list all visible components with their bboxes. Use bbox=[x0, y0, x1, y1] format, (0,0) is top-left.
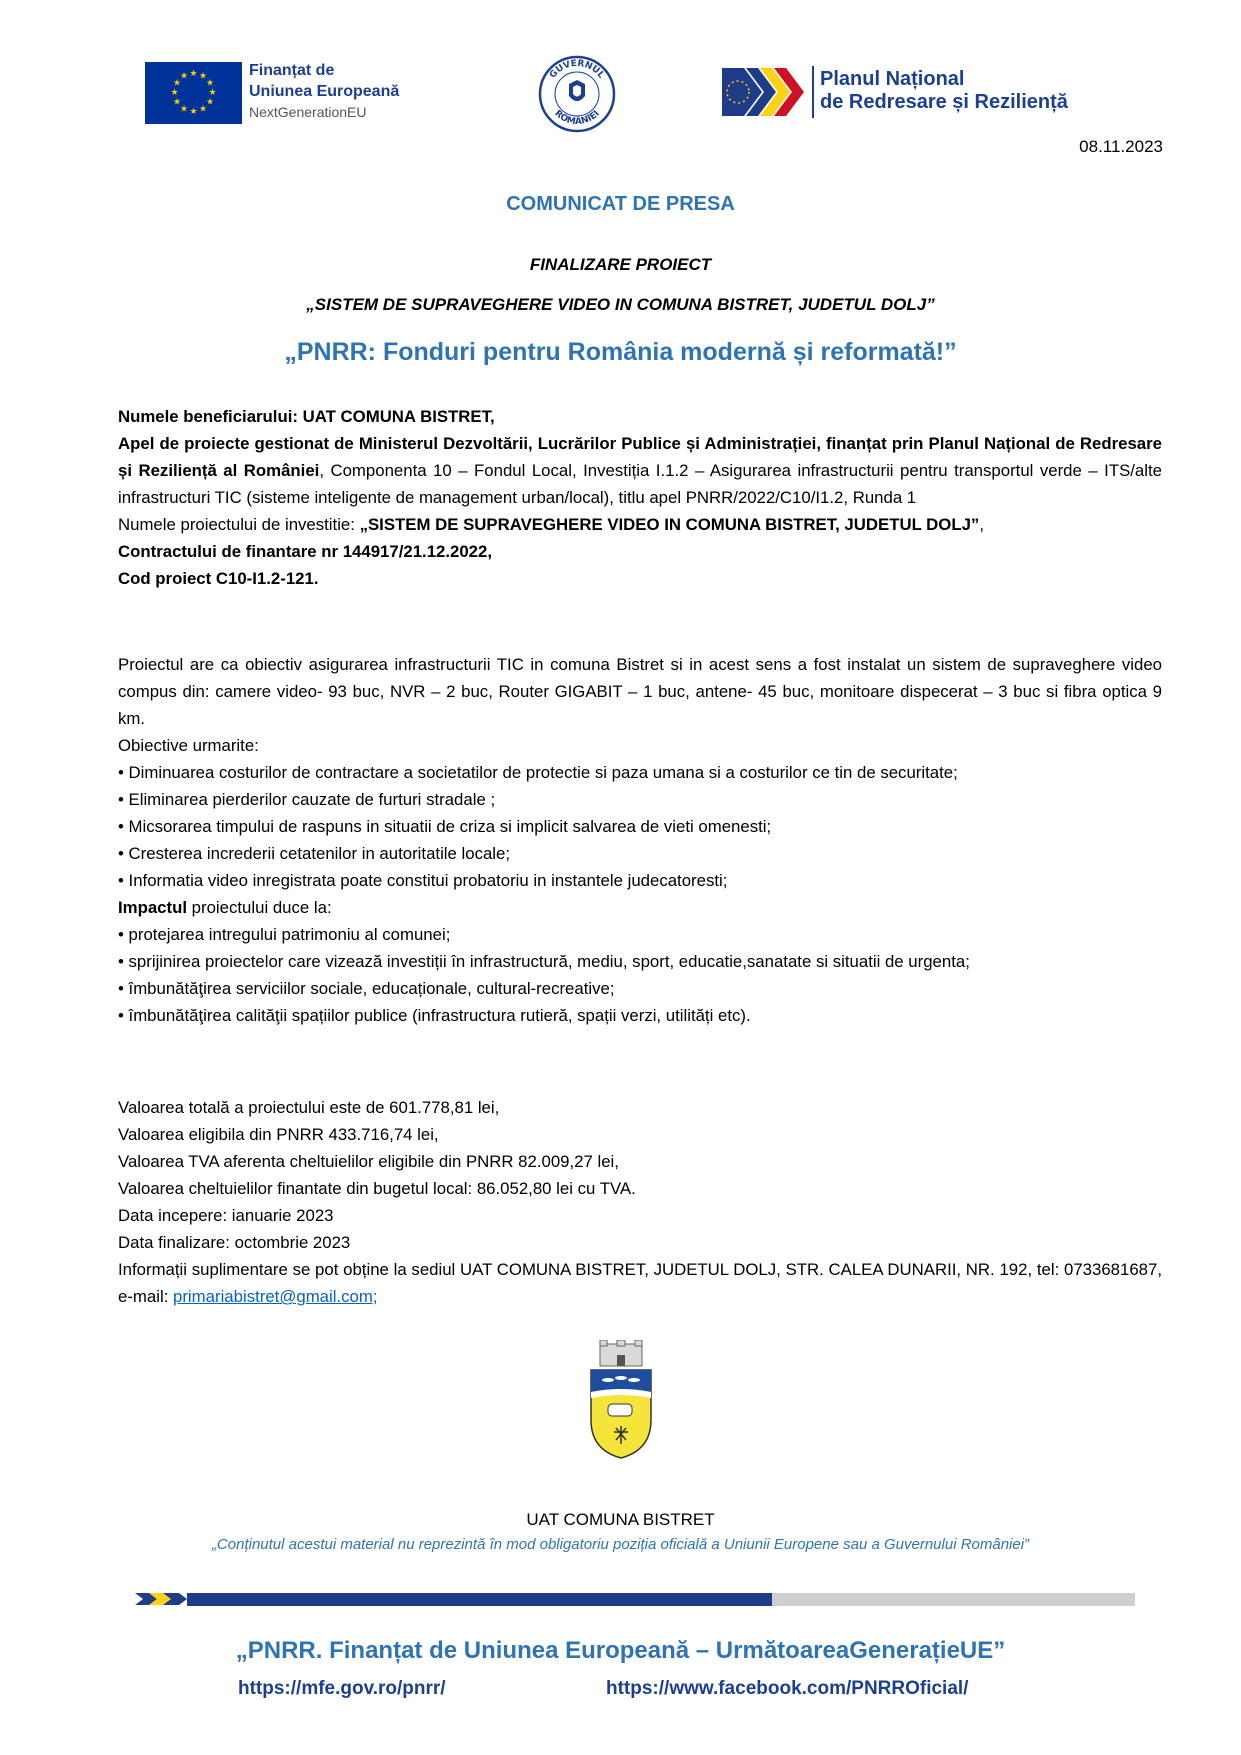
svg-text:★: ★ bbox=[189, 69, 198, 79]
document-date: 08.11.2023 bbox=[1079, 137, 1163, 156]
footer-disclaimer: „Conținutul acestui material nu reprezintă în mod obligatoriu poziția oficială a Uniunii Europene sau a Guvernului României” bbox=[211, 1536, 1030, 1553]
footer-chevron-icon bbox=[135, 1590, 187, 1608]
impact-label-bold: Impactul bbox=[118, 898, 188, 917]
objective-item: • Eliminarea pierderilor cauzate de furturi stradale ; bbox=[118, 790, 496, 809]
facebook-pnrr-link[interactable]: https://www.facebook.com/PNRROficial/ bbox=[606, 1678, 969, 1699]
svg-text:★: ★ bbox=[205, 97, 215, 108]
contact-info: Informații suplimentare se pot obține la sediul UAT COMUNA BISTRET, JUDETUL DOLJ, STR. CALEA DUNARII, NR. 192, tel: 0733681687, e-mail: bbox=[118, 1260, 1162, 1306]
objective-item: • Micsorarea timpului de raspuns in situatii de criza si implicit salvarea de vieti omenesti; bbox=[118, 817, 772, 836]
impact-item: • îmbunătăţirea calităţii spațiilor publice (infrastructura rutieră, spații verzi, utilități etc). bbox=[118, 1006, 751, 1025]
project-name-label: Numele proiectului de investitie: bbox=[118, 515, 360, 534]
svg-text:★: ★ bbox=[205, 78, 215, 89]
pnrr-logo-line1: Planul Național bbox=[820, 68, 965, 90]
svg-text:★: ★ bbox=[172, 78, 182, 89]
svg-text:★: ★ bbox=[179, 104, 189, 115]
beneficiary-line: Numele beneficiarului: UAT COMUNA BISTRET, bbox=[118, 407, 495, 426]
value-line: Valoarea cheltuielilor finantate din bugetul local: 86.052,80 lei cu TVA. bbox=[118, 1179, 636, 1198]
page-title: COMUNICAT DE PRESA bbox=[506, 193, 735, 215]
project-identification bbox=[118, 403, 1162, 592]
value-line: Valoarea TVA aferenta cheltuielilor eligibile din PNRR 82.009,27 lei, bbox=[118, 1152, 619, 1171]
project-name-value: „SISTEM DE SUPRAVEGHERE VIDEO IN COMUNA BISTRET, JUDETUL DOLJ” bbox=[359, 515, 980, 534]
project-name-comma: , bbox=[979, 515, 984, 534]
pnrr-logo bbox=[722, 64, 1142, 124]
svg-text:★: ★ bbox=[198, 71, 208, 82]
eu-logo-line1: Finanțat de bbox=[249, 62, 335, 79]
eu-logo-line3: NextGenerationEU bbox=[249, 104, 367, 120]
eu-flag-icon bbox=[145, 62, 242, 124]
footer-organization: UAT COMUNA BISTRET bbox=[526, 1510, 715, 1529]
objective-item: • Informatia video inregistrata poate constitui probatoriu in instantele judecatoresti; bbox=[118, 871, 728, 890]
project-code: Cod proiect C10-I1.2-121. bbox=[118, 569, 319, 588]
footer-divider-bar bbox=[135, 1590, 1135, 1608]
objective-item: • Cresterea increderii cetatenilor in autoritatile locale; bbox=[118, 844, 511, 863]
project-objectives-section bbox=[118, 651, 1162, 1029]
svg-text:ROMÂNIEI: ROMÂNIEI bbox=[552, 108, 602, 128]
svg-text:★: ★ bbox=[189, 107, 198, 117]
objective-item: • Diminuarea costurilor de contractare a societatilor de protectie si paza umana si a costurilor ce tin de securitate; bbox=[118, 763, 958, 782]
commune-coat-of-arms-icon bbox=[586, 1340, 656, 1460]
svg-text:★: ★ bbox=[179, 71, 189, 82]
impact-item: • protejarea intregului patrimoniu al comunei; bbox=[118, 925, 451, 944]
objectives-label: Obiective urmarite: bbox=[118, 736, 259, 755]
impact-label-rest: proiectului duce la: bbox=[187, 898, 332, 917]
subtitle-finalizare: FINALIZARE PROIECT bbox=[529, 255, 712, 274]
pnrr-slogan: „PNRR: Fonduri pentru România modernă și reformată!” bbox=[284, 338, 957, 366]
call-description-rest: , Componenta 10 – Fondul Local, Investiția I.1.2 – Asigurarea infrastructurii pentru transportul verde – ITS/alte infrastructuri TIC (sisteme inteligente de management urban/local), titlu apel PNRR/2022/C10/I1.2, Runda 1 bbox=[118, 461, 1162, 507]
impact-item: • îmbunătăţirea serviciilor sociale, educaționale, cultural-recreative; bbox=[118, 979, 615, 998]
email-link[interactable]: primariabistret@gmail.com; bbox=[173, 1287, 378, 1306]
footer-slogan: „PNRR. Finanțat de Uniunea Europeană – UrmătoareaGenerațieUE” bbox=[235, 1637, 1006, 1664]
svg-text:★: ★ bbox=[198, 104, 208, 115]
value-line: Data incepere: ianuarie 2023 bbox=[118, 1206, 334, 1225]
pnrr-chevron-icon bbox=[722, 64, 810, 120]
value-line: Valoarea eligibila din PNRR 433.716,74 lei, bbox=[118, 1125, 439, 1144]
call-description-bold: Apel de proiecte gestionat de Ministerul Dezvoltării, Lucrărilor Publice și Administrației, finanțat prin Planul Național de Redresare și Reziliență al României bbox=[118, 434, 1162, 480]
pnrr-logo-line2: de Redresare și Reziliență bbox=[820, 91, 1068, 113]
project-intro: Proiectul are ca obiectiv asigurarea infrastructurii TIC in comuna Bistret si in acest sens a fost instalat un sistem de supraveghere video compus din: camere video- 93 buc, NVR – 2 buc, Router GIGABIT – 1 buc, antene- 45 buc, monitoare dispecerat – 3 buc si fibra optica 9 km. bbox=[118, 655, 1162, 728]
svg-text:★: ★ bbox=[170, 88, 179, 98]
value-line: Valoarea totală a proiectului este de 601.778,81 lei, bbox=[118, 1098, 500, 1117]
government-seal-logo bbox=[537, 54, 617, 134]
subtitle-project-name: „SISTEM DE SUPRAVEGHERE VIDEO IN COMUNA BISTRET, JUDETUL DOLJ” bbox=[306, 295, 935, 314]
eu-funding-logo bbox=[145, 60, 445, 128]
eu-logo-line2: Uniunea Europeană bbox=[249, 83, 400, 100]
svg-text:GUVERNUL: GUVERNUL bbox=[548, 58, 606, 81]
svg-text:★: ★ bbox=[208, 88, 217, 98]
project-values-section bbox=[118, 1094, 1162, 1310]
contract-number: Contractului de finantare nr 144917/21.12.2022, bbox=[118, 542, 493, 561]
impact-item: • sprijinirea proiectelor care vizează investiții în infrastructură, mediu, sport, educatie,sanatate si situatii de urgenta; bbox=[118, 952, 970, 971]
value-line: Data finalizare: octombrie 2023 bbox=[118, 1233, 351, 1252]
svg-text:★: ★ bbox=[172, 97, 182, 108]
mfe-pnrr-link[interactable]: https://mfe.gov.ro/pnrr/ bbox=[238, 1678, 446, 1699]
